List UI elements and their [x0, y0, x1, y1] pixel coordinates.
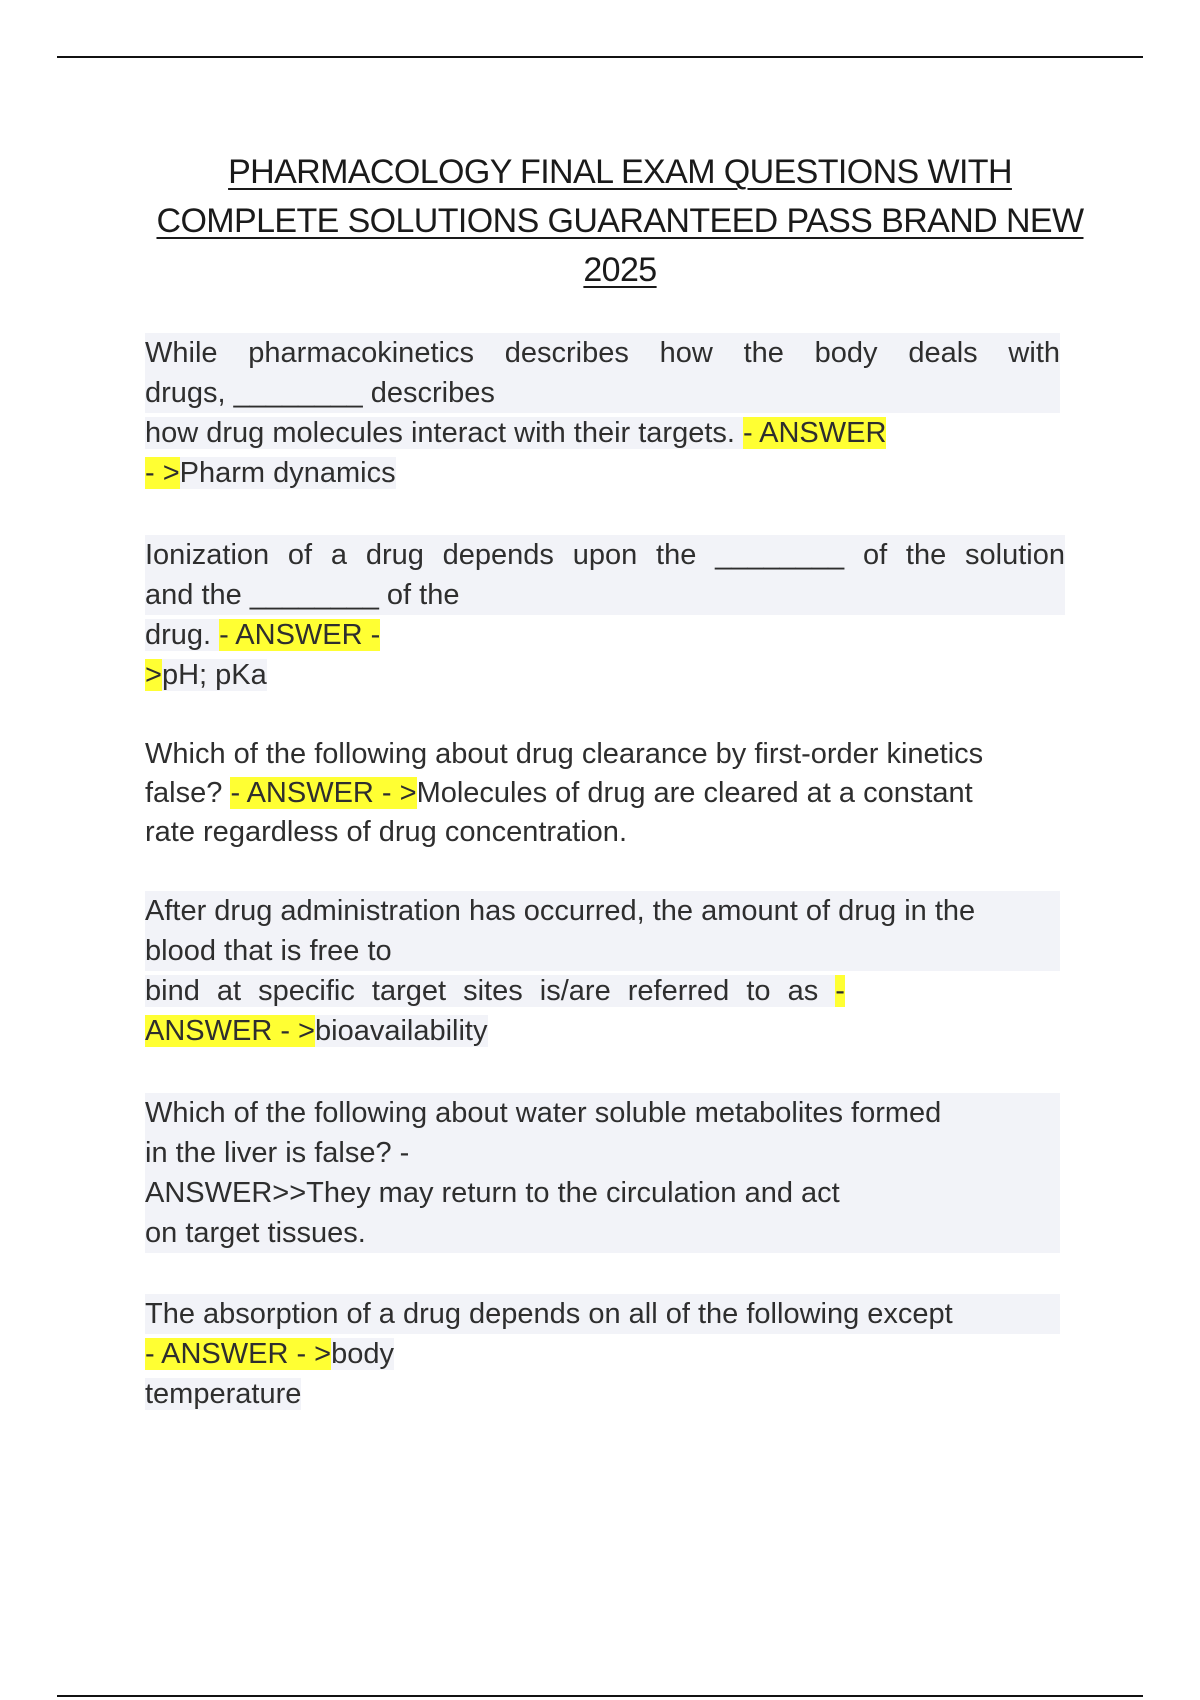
question-line [145, 615, 1065, 655]
question-line: The absorption of a drug depends on all of the following except [145, 1294, 1060, 1334]
answer-marker: - ANSWER - > [145, 1338, 332, 1370]
bottom-rule [57, 1695, 1143, 1697]
question-block-4 [145, 891, 1060, 1051]
question-line [145, 774, 1075, 813]
question-line: and the ________ of the [145, 575, 1065, 615]
answer-line [145, 1374, 1060, 1414]
answer-line [145, 655, 1065, 695]
answer-line [145, 1334, 1060, 1374]
question-line: Which of the following about water soluble metabolites formed [145, 1093, 1060, 1133]
question-block-5 [145, 1093, 1060, 1253]
answer-marker: - > [145, 457, 180, 489]
answer-text: Pharm dynamics [179, 457, 396, 489]
question-line [145, 413, 1060, 453]
answer-line: on target tissues. [145, 1213, 1060, 1253]
question-text: how drug molecules interact with their targets. [145, 417, 743, 449]
question-line: While pharmacokinetics describes how the body deals with [145, 333, 1060, 373]
question-line: blood that is free to [145, 931, 1060, 971]
question-line: in the liver is false? - [145, 1133, 1060, 1173]
answer-marker: - ANSWER - [219, 619, 381, 651]
question-text: false? [145, 777, 231, 809]
answer-text: bioavailability [315, 1015, 488, 1047]
question-text: bind at specific target sites is/are referred to as [145, 975, 836, 1007]
question-line: drugs, ________ describes [145, 373, 1060, 413]
question-block-2 [145, 535, 1065, 695]
answer-line: ANSWER>>They may return to the circulation and act [145, 1173, 1060, 1213]
question-block-3 [145, 735, 1075, 852]
question-line [145, 971, 1060, 1011]
answer-marker: - [835, 975, 845, 1007]
answer-text: pH; pKa [161, 659, 267, 691]
answer-text: Molecules of drug are cleared at a constant [416, 777, 973, 809]
question-line: Which of the following about drug clearance by first-order kinetics [145, 738, 984, 770]
answer-line [145, 453, 1060, 493]
title-line-3: 2025 [583, 251, 657, 289]
answer-marker: > [145, 659, 162, 691]
question-line: Ionization of a drug depends upon the ________ of the solution [145, 535, 1065, 575]
top-rule [57, 56, 1143, 58]
answer-line [145, 1011, 1060, 1051]
answer-marker: ANSWER - > [145, 1015, 315, 1047]
answer-text: body [331, 1338, 394, 1370]
title-line-1: PHARMACOLOGY FINAL EXAM QUESTIONS WITH [228, 153, 1012, 191]
answer-line: rate regardless of drug concentration. [145, 816, 627, 848]
answer-marker: - ANSWER - > [230, 777, 417, 809]
answer-text: temperature [145, 1378, 302, 1410]
question-line: After drug administration has occurred, the amount of drug in the [145, 891, 1060, 931]
answer-marker: - ANSWER [743, 417, 887, 449]
question-block-6 [145, 1294, 1060, 1414]
question-block-1 [145, 333, 1060, 493]
question-text: drug. [145, 619, 220, 651]
document-title [100, 148, 1140, 295]
title-line-2: COMPLETE SOLUTIONS GUARANTEED PASS BRAND NEW [156, 202, 1084, 240]
